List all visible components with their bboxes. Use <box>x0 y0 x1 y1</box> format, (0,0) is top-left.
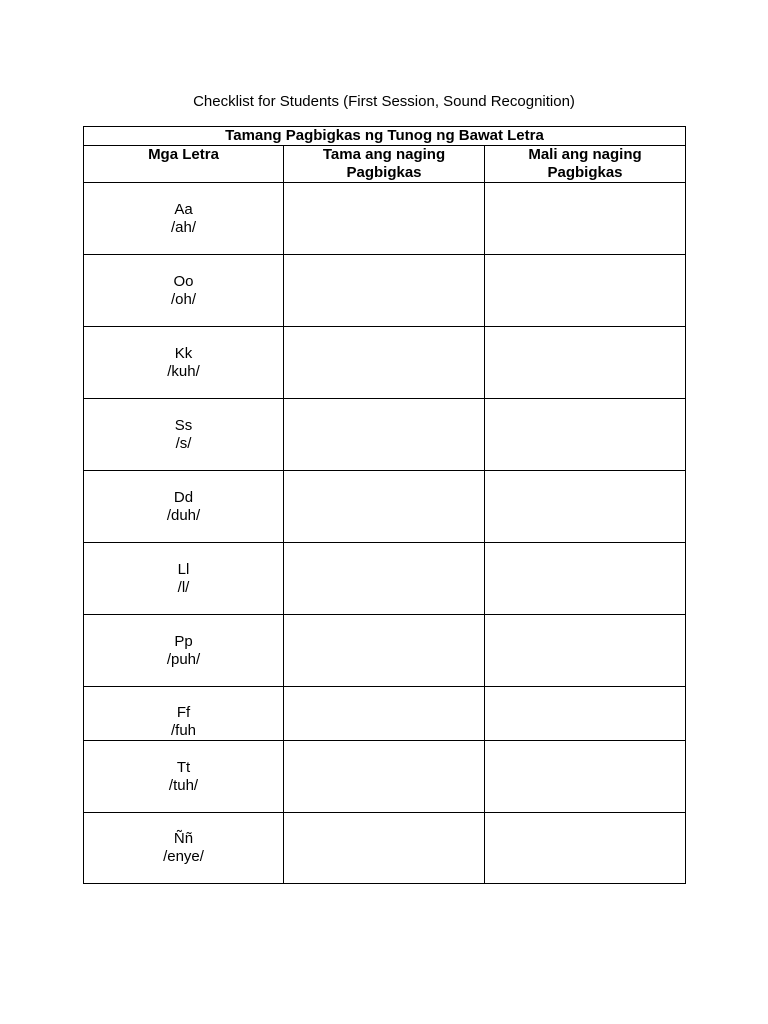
sound-text: /l/ <box>177 578 190 596</box>
letter-cell <box>84 813 284 884</box>
letter-text: Ññ <box>173 830 194 847</box>
correct-check-cell[interactable] <box>284 687 485 741</box>
letter-text: Pp <box>174 632 193 650</box>
sound-text: /s/ <box>175 434 192 452</box>
sound-text: /fuh <box>170 722 197 739</box>
letter-text: Dd <box>173 488 194 506</box>
incorrect-check-cell[interactable] <box>485 471 686 543</box>
table-row <box>84 471 686 543</box>
correct-check-cell[interactable] <box>284 741 485 813</box>
letter-text: Kk <box>174 344 193 362</box>
correct-check-cell[interactable] <box>284 255 485 327</box>
letter-cell <box>84 687 284 741</box>
correct-check-cell[interactable] <box>284 399 485 471</box>
incorrect-check-cell[interactable] <box>485 327 686 399</box>
column-header-line: Mga Letra <box>148 146 219 163</box>
incorrect-check-cell[interactable] <box>485 255 686 327</box>
sound-text: /duh/ <box>166 506 201 524</box>
incorrect-check-cell[interactable] <box>485 543 686 615</box>
column-header-line: Tama ang naging <box>322 146 446 163</box>
letter-text: Aa <box>174 200 193 218</box>
letter-text: Ss <box>174 416 193 434</box>
incorrect-check-cell[interactable] <box>485 183 686 255</box>
letter-cell <box>84 543 284 615</box>
column-header-line: Pagbigkas <box>547 164 623 181</box>
column-header-letters <box>84 146 284 183</box>
letter-text: Tt <box>176 759 191 776</box>
correct-check-cell[interactable] <box>284 183 485 255</box>
table-row <box>84 813 686 884</box>
span-header-row <box>84 127 686 146</box>
correct-check-cell[interactable] <box>284 327 485 399</box>
table-row <box>84 741 686 813</box>
correct-check-cell[interactable] <box>284 615 485 687</box>
incorrect-check-cell[interactable] <box>485 741 686 813</box>
column-header-line: Pagbigkas <box>346 164 422 181</box>
table-row <box>84 687 686 741</box>
letter-text: Oo <box>173 272 194 290</box>
sound-text: /kuh/ <box>167 362 200 380</box>
checklist-table <box>83 126 686 884</box>
letter-cell <box>84 183 284 255</box>
table-row <box>84 543 686 615</box>
incorrect-check-cell[interactable] <box>485 399 686 471</box>
incorrect-check-cell[interactable] <box>485 813 686 884</box>
correct-check-cell[interactable] <box>284 813 485 884</box>
incorrect-check-cell[interactable] <box>485 615 686 687</box>
letter-cell <box>84 615 284 687</box>
letter-cell <box>84 255 284 327</box>
column-header-line: Mali ang naging <box>528 146 642 163</box>
correct-check-cell[interactable] <box>284 543 485 615</box>
letter-text: Ll <box>177 560 190 578</box>
sound-text: /oh/ <box>170 290 197 308</box>
letter-cell <box>84 741 284 813</box>
table-row <box>84 615 686 687</box>
table-row <box>84 399 686 471</box>
letter-cell <box>84 471 284 543</box>
table-span-header: Tamang Pagbigkas ng Tunog ng Bawat Letra <box>84 127 686 146</box>
sound-text: /enye/ <box>163 848 204 865</box>
table-row <box>84 327 686 399</box>
sound-text: /tuh/ <box>168 777 199 794</box>
table-row <box>84 183 686 255</box>
column-header-correct <box>284 146 485 183</box>
sound-text: /ah/ <box>170 218 197 236</box>
page-title: Checklist for Students (First Session, Sound Recognition) <box>193 93 575 110</box>
letter-text: Ff <box>176 704 191 721</box>
column-header-incorrect <box>485 146 686 183</box>
sound-text: /puh/ <box>166 650 201 668</box>
incorrect-check-cell[interactable] <box>485 687 686 741</box>
table-row <box>84 255 686 327</box>
column-header-row <box>84 146 686 183</box>
letter-cell <box>84 327 284 399</box>
letter-cell <box>84 399 284 471</box>
correct-check-cell[interactable] <box>284 471 485 543</box>
